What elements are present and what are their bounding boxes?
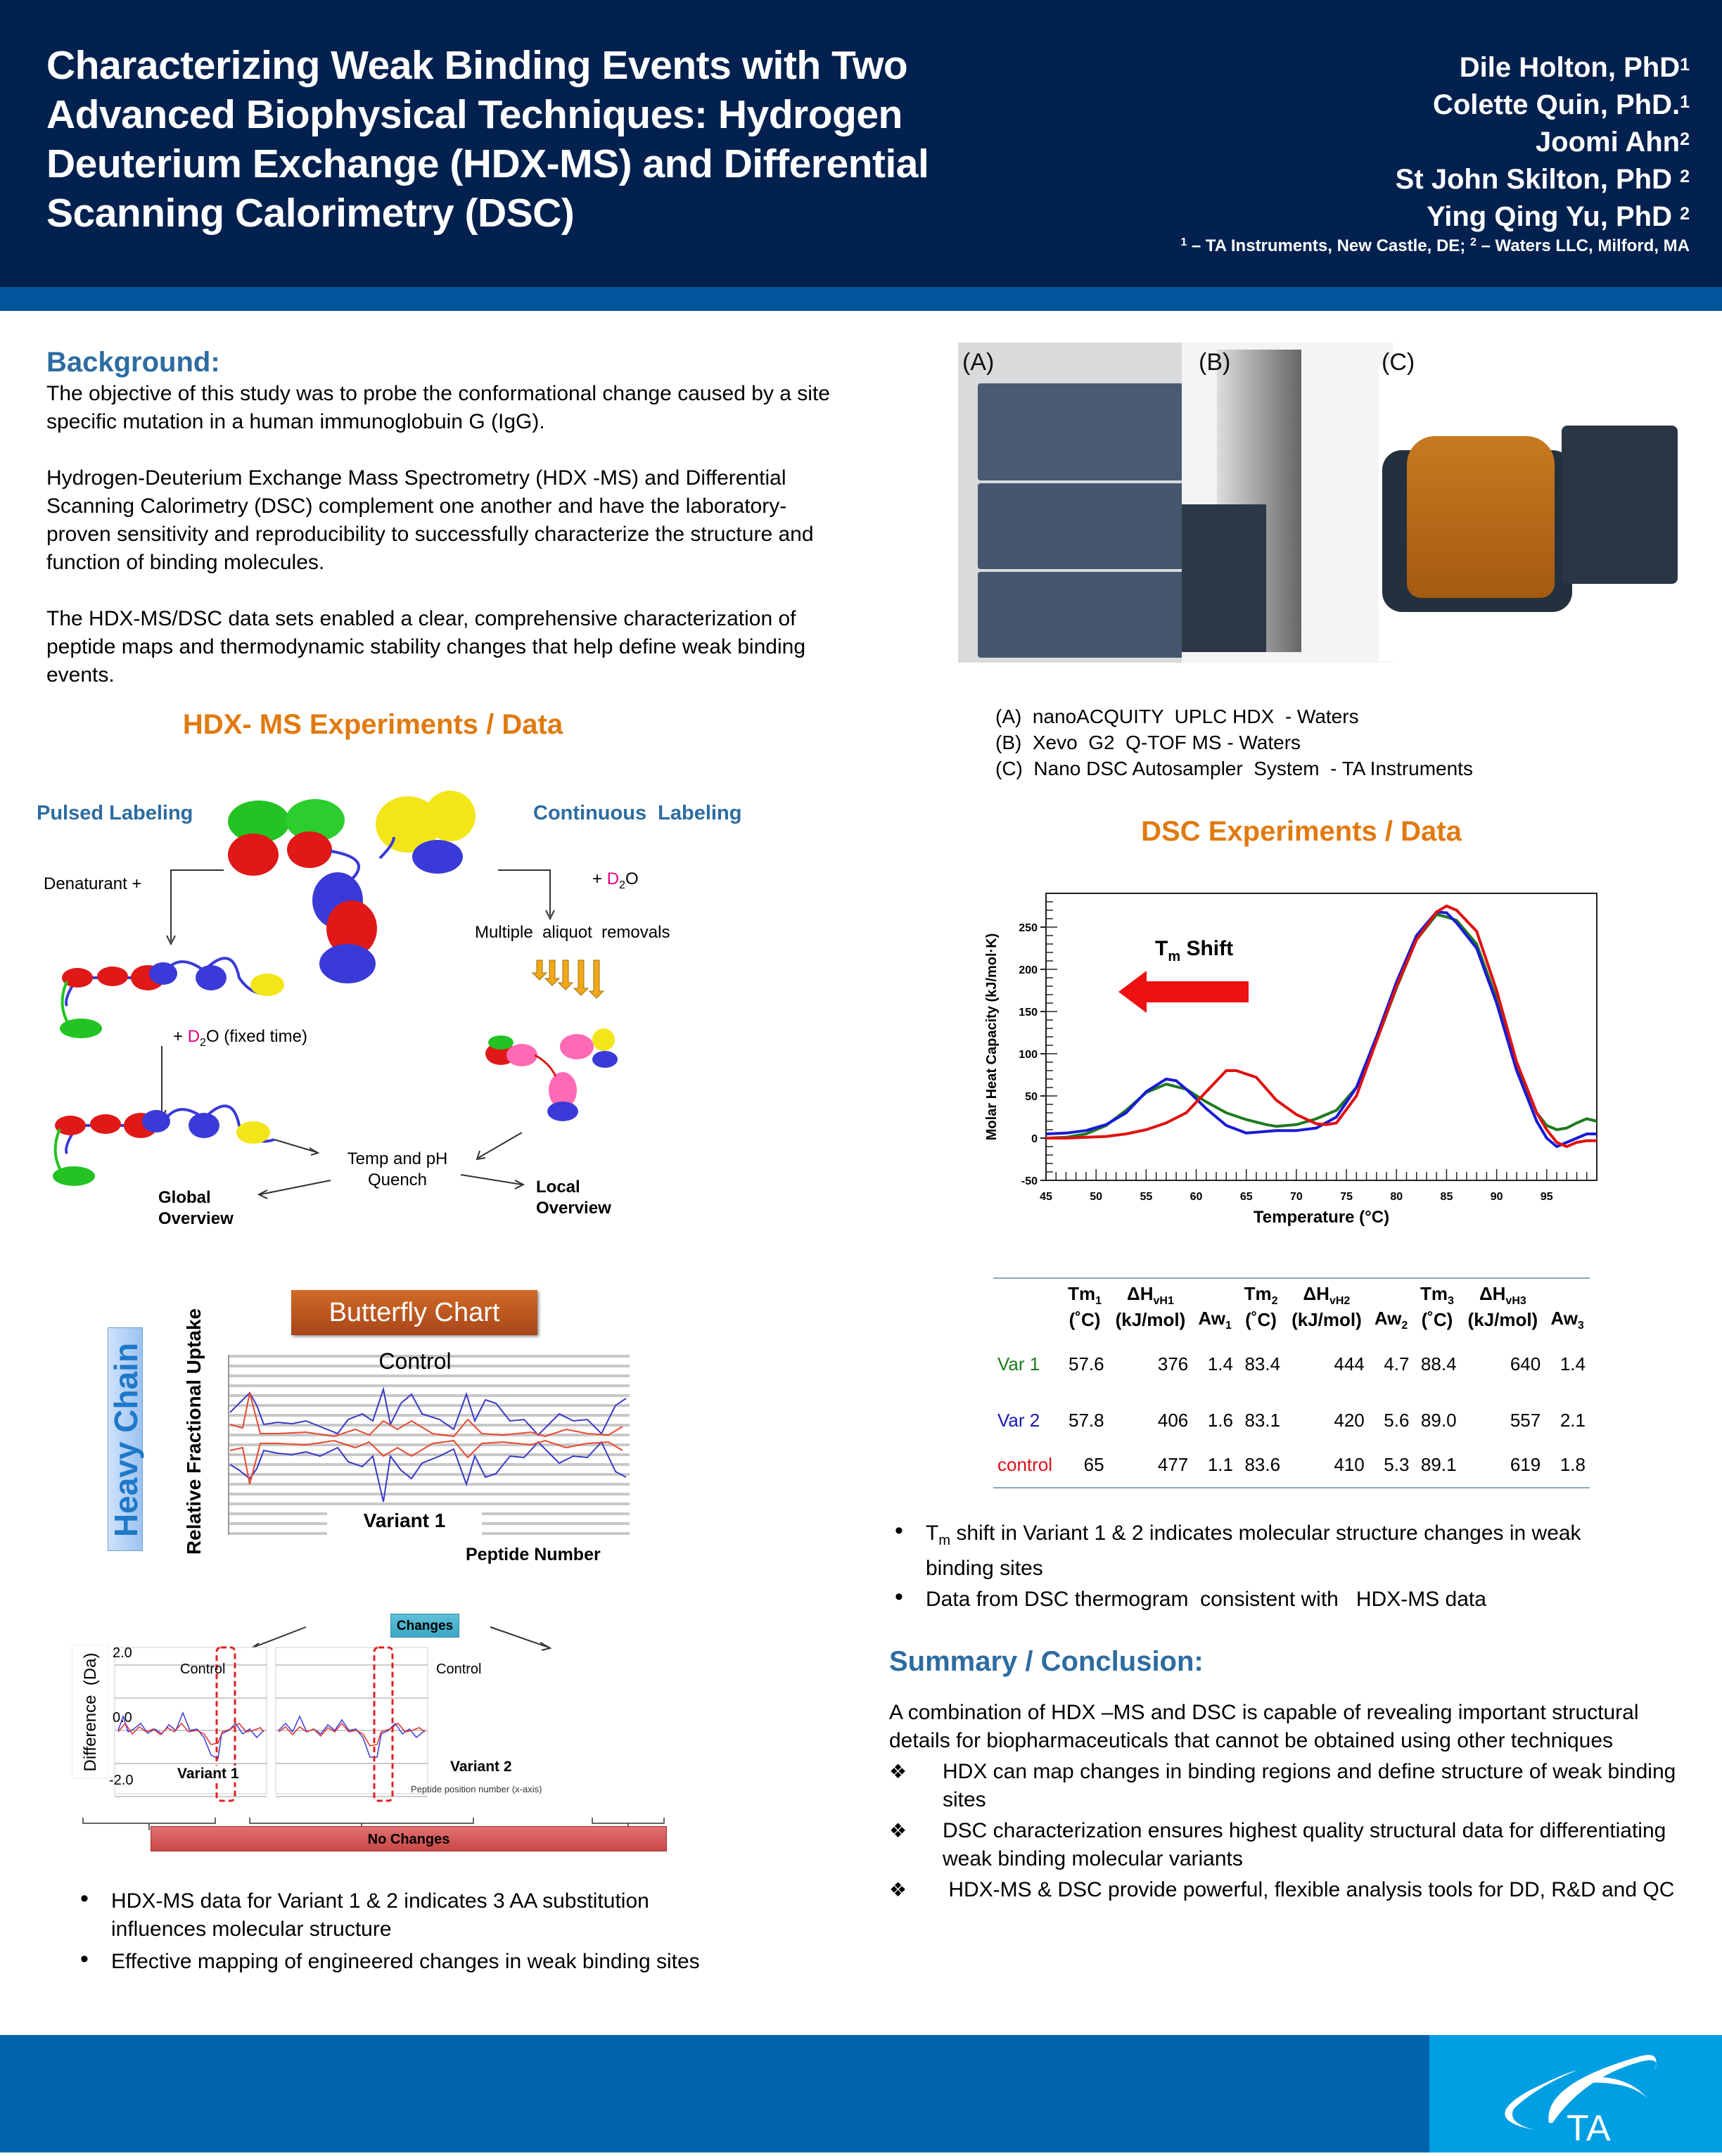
table-cell: 4.7: [1384, 1353, 1410, 1374]
table-cell: 1.6: [1207, 1409, 1233, 1431]
poster-title: Characterizing Weak Binding Events with Two Advanced Biophysical Techniques: Hydrogen Deuterium Exchange (HDX-MS) and Differential Scanning Calorimetry (DSC): [46, 43, 929, 236]
table-header: (˚C): [1421, 1309, 1453, 1331]
table-cell: 444: [1334, 1353, 1365, 1374]
table-cell: 619: [1510, 1453, 1541, 1475]
table-row: [993, 1445, 1590, 1484]
x-tick-label: 75: [1340, 1191, 1353, 1203]
table-cell: 376: [1157, 1353, 1189, 1374]
table-cell: 1.1: [1207, 1453, 1233, 1475]
y-tick-label: 200: [1019, 964, 1038, 976]
tm-shift-arrow-icon: [1118, 971, 1249, 1013]
table-header: $\Delta H_{vH2}$: [1303, 1283, 1351, 1308]
changes-badge: Changes: [390, 1614, 459, 1638]
table-cell: 1.4: [1207, 1353, 1233, 1374]
bullet-item: • HDX-MS data for Variant 1 & 2 indicates 3 AA substitution influences molecular structure: [80, 1887, 727, 1944]
y-tick: 0.0: [113, 1710, 132, 1726]
y-tick-label: 250: [1019, 922, 1038, 934]
diff-variant2-label: Variant 2: [450, 1759, 512, 1775]
butterfly-chart-title: Butterfly Chart: [291, 1290, 537, 1335]
pulsed-labeling-label: Pulsed Labeling: [37, 802, 193, 824]
table-header: (kJ/mol): [1292, 1309, 1362, 1331]
continuous-labeling-label: Continuous Labeling: [533, 802, 742, 824]
diamond-bullet-icon: ❖: [889, 1761, 907, 1782]
bullet-item: • Data from DSC thermogram consistent with HDX-MS data: [895, 1586, 1640, 1614]
summary-section: [889, 1646, 1684, 1904]
table-cell: 410: [1334, 1453, 1365, 1475]
x-tick-label: 70: [1290, 1191, 1303, 1203]
y-tick-label: 100: [1019, 1049, 1038, 1061]
summary-heading: Summary / Conclusion:: [889, 1646, 1204, 1677]
table-cell: 420: [1334, 1409, 1365, 1431]
instrument-captions: [995, 703, 1473, 782]
x-tick-label: 55: [1140, 1191, 1153, 1203]
table-cell: 406: [1157, 1409, 1189, 1431]
y-tick: 2.0: [113, 1645, 132, 1661]
background-section: [46, 345, 862, 689]
table-cell: 477: [1157, 1453, 1189, 1475]
author: St John Skilton, PhD $^2$: [1395, 164, 1690, 195]
table-cell: 65: [1083, 1453, 1104, 1475]
header-strip: [0, 287, 1722, 311]
x-tick-label: 45: [1040, 1191, 1052, 1203]
acquity-module: [978, 483, 1189, 569]
table-cell: 557: [1510, 1409, 1541, 1431]
y-tick-label: 50: [1025, 1091, 1038, 1103]
denaturant-label: Denaturant +: [44, 874, 142, 893]
diff-panel-2: [276, 1647, 428, 1794]
table-row: [993, 1396, 1590, 1445]
dsc-thermogram: [978, 865, 1611, 1238]
d2o-label: + $D_2O$: [592, 869, 639, 891]
instrument-label-c: (C): [1382, 349, 1415, 376]
x-tick-label: 65: [1239, 1191, 1253, 1203]
row-label: Var 1: [997, 1353, 1040, 1374]
author-list: [1396, 49, 1690, 236]
butterfly-variant1-label: Variant 1: [363, 1510, 446, 1531]
plot-frame: [1046, 893, 1597, 1180]
table-header: $\Delta H_{vH1}$: [1127, 1283, 1174, 1308]
table-cell: 1.8: [1560, 1453, 1586, 1475]
author: Dile Holton, PhD$^1$: [1459, 52, 1690, 83]
diff-axis-label: Difference (Da): [81, 1652, 100, 1772]
table-header: [1545, 1283, 1590, 1308]
table-cell: 83.6: [1244, 1453, 1281, 1475]
dsc-heading: DSC Experiments / Data: [1141, 816, 1462, 847]
peptide-position-label: Peptide position number (x-axis): [411, 1784, 542, 1794]
x-tick-label: 80: [1390, 1191, 1403, 1203]
diamond-bullet-icon: ❖: [889, 1879, 907, 1901]
table-header: [993, 1283, 1061, 1308]
table-row: [993, 1332, 1590, 1396]
dsc-conclusions: [895, 1519, 1640, 1614]
table-cell: 5.6: [1384, 1409, 1410, 1431]
tm-shift-annotation: $T_m$ Shift: [1155, 937, 1234, 964]
butterfly-control-label: Control: [378, 1348, 452, 1374]
table-cell: 83.1: [1244, 1409, 1281, 1431]
ta-logo-icon: [1429, 2035, 1722, 2152]
background-paragraph: The objective of this study was to probe the conformational change caused by a site specific mutation in a human immunoglobuin G (IgG).: [46, 382, 830, 433]
global-overview-label: Global Overview: [158, 1188, 234, 1228]
labeled-igg-icon: [485, 1028, 618, 1121]
table-header: $Tm_1$: [1068, 1283, 1102, 1308]
ta-logo-panel: [1429, 2035, 1722, 2152]
series-line-var-2: [1046, 912, 1597, 1147]
caption: (A) nanoACQUITY UPLC HDX - Waters: [995, 706, 1359, 727]
y-tick-label: -50: [1021, 1175, 1038, 1187]
bullet-item: • Effective mapping of engineered changes in weak binding sites: [80, 1948, 727, 1976]
row-label: Var 2: [997, 1409, 1040, 1431]
y-tick: -2.0: [109, 1773, 134, 1788]
table-header: [1369, 1283, 1414, 1308]
instrument-photo-b: [1182, 343, 1393, 663]
diamond-bullet-icon: ❖: [889, 1820, 907, 1842]
table-header: (kJ/mol): [1467, 1309, 1538, 1331]
author: Colette Quin, PhD.$^1$: [1432, 89, 1690, 120]
aliquot-arrows-icon: [532, 960, 604, 998]
aliquot-label: Multiple aliquot removals: [475, 923, 670, 942]
table-cell: 2.1: [1560, 1409, 1586, 1431]
summary-intro: A combination of HDX –MS and DSC is capable of revealing important structural details for biopharmaceuticals that cannot be obtained using other techniques: [889, 1701, 1639, 1752]
x-tick-label: 50: [1090, 1191, 1103, 1203]
caption: (C) Nano DSC Autosampler System - TA Instruments: [995, 758, 1473, 779]
diff-variant1-label: Variant 1: [177, 1766, 239, 1782]
instrument-photo-c: [1379, 366, 1688, 661]
table-header: $\Delta H_{vH3}$: [1479, 1283, 1526, 1308]
butterfly-series-red-bottom: [230, 1441, 623, 1484]
dsc-table-wrapper: [993, 1277, 1590, 1488]
table-header: (kJ/mol): [1115, 1309, 1186, 1331]
summary-item: ❖ DSC characterization ensures highest quality structural data for differentiating weak binding molecular variants: [889, 1817, 1684, 1873]
instrument-label-a: (A): [962, 349, 995, 376]
background-paragraph: The HDX-MS/DSC data sets enabled a clear, comprehensive characterization of peptide maps and thermodynamic stability changes that help define weak binding events.: [46, 607, 806, 687]
acquity-module: [978, 383, 1189, 480]
diff-control-label-2: Control: [436, 1661, 482, 1677]
hdx-heading: HDX- MS Experiments / Data: [182, 709, 563, 740]
table-cell: 5.3: [1384, 1453, 1410, 1475]
peptide-number-label: Peptide Number: [466, 1545, 601, 1564]
table-cell: 89.1: [1420, 1453, 1457, 1475]
affiliations: $^1$ – TA Instruments, New Castle, DE; $^2$ – Waters LLC, Milford, MA: [1180, 236, 1690, 255]
background-paragraph: Hydrogen-Deuterium Exchange Mass Spectrometry (HDX -MS) and Differential Scanning Calorimetry (DSC) complement one another and have the laboratory-proven sensitivity and reproducibility to successfully characterize the structure and function of binding molecules.: [46, 466, 814, 574]
author: Ying Qing Yu, PhD $^2$: [1427, 201, 1690, 232]
dsc-results-table: [993, 1283, 1590, 1484]
unfolded-chain-icon: [60, 958, 284, 1038]
table-header: (˚C): [1069, 1309, 1101, 1331]
y-tick-label: 150: [1019, 1007, 1038, 1019]
d2o-fixed-time-label: + $D_2O$ (fixed time): [173, 1027, 307, 1049]
heavy-chain-tag: [108, 1327, 143, 1551]
caption: (B) Xevo G2 Q-TOF MS - Waters: [995, 732, 1301, 753]
table-cell: 640: [1510, 1353, 1541, 1374]
table-cell: 57.6: [1068, 1353, 1104, 1374]
heavy-chain-label: Heavy Chain: [108, 1342, 144, 1538]
table-header: $Aw_1$: [1198, 1308, 1232, 1332]
local-overview-label: Local Overview: [536, 1178, 611, 1218]
svg-text:TA: TA: [1567, 2108, 1611, 2149]
igg-structure-icon: [228, 791, 476, 983]
quench-label: Temp and pH Quench: [347, 1149, 448, 1189]
summary-item: ❖ HDX can map changes in binding regions and define structure of weak binding sites: [889, 1758, 1684, 1814]
table-header: $Tm_2$: [1244, 1283, 1278, 1308]
bullet-item: • $T_m$ shift in Variant 1 & 2 indicates molecular structure changes in weak binding sites: [895, 1519, 1640, 1583]
table-header: $Tm_3$: [1420, 1283, 1454, 1308]
x-tick-label: 90: [1490, 1191, 1503, 1203]
hdx-conclusions: [80, 1887, 727, 1976]
diff-axis-box: [72, 1645, 108, 1778]
y-tick-label: 0: [1031, 1133, 1038, 1145]
table-cell: 88.4: [1420, 1353, 1457, 1374]
acquity-module: [978, 572, 1189, 658]
table-cell: 83.4: [1244, 1353, 1281, 1374]
table-header: $Aw_2$: [1374, 1308, 1408, 1332]
table-header: [993, 1308, 1061, 1332]
summary-item: ❖ HDX-MS & DSC provide powerful, flexible analysis tools for DD, R&D and QC: [889, 1876, 1684, 1904]
x-axis-label: Temperature (°C): [1253, 1208, 1390, 1227]
background-heading: Background:: [46, 347, 220, 378]
table-cell: 1.4: [1560, 1353, 1586, 1374]
author: Joomi Ahn$^2$: [1535, 127, 1690, 158]
row-label: control: [997, 1453, 1053, 1475]
table-header: (˚C): [1245, 1309, 1277, 1331]
instrument-label-b: (B): [1199, 349, 1231, 376]
rfu-axis-label: Relative Fractional Uptake: [183, 1308, 205, 1555]
table-cell: 89.0: [1420, 1409, 1457, 1431]
y-axis-label: Molar Heat Capacity (kJ/mol·K): [984, 933, 1000, 1141]
x-tick-label: 60: [1190, 1191, 1203, 1203]
diff-control-label-1: Control: [180, 1661, 226, 1677]
labeled-chain-icon: [53, 1106, 274, 1186]
table-header: [1192, 1283, 1237, 1308]
no-changes-banner: No Changes: [151, 1826, 667, 1851]
series-line-var-1: [1046, 914, 1597, 1138]
x-tick-label: 95: [1540, 1191, 1553, 1203]
table-cell: 57.8: [1068, 1409, 1104, 1431]
table-header: $Aw_3$: [1550, 1308, 1584, 1332]
x-tick-label: 85: [1440, 1191, 1453, 1203]
